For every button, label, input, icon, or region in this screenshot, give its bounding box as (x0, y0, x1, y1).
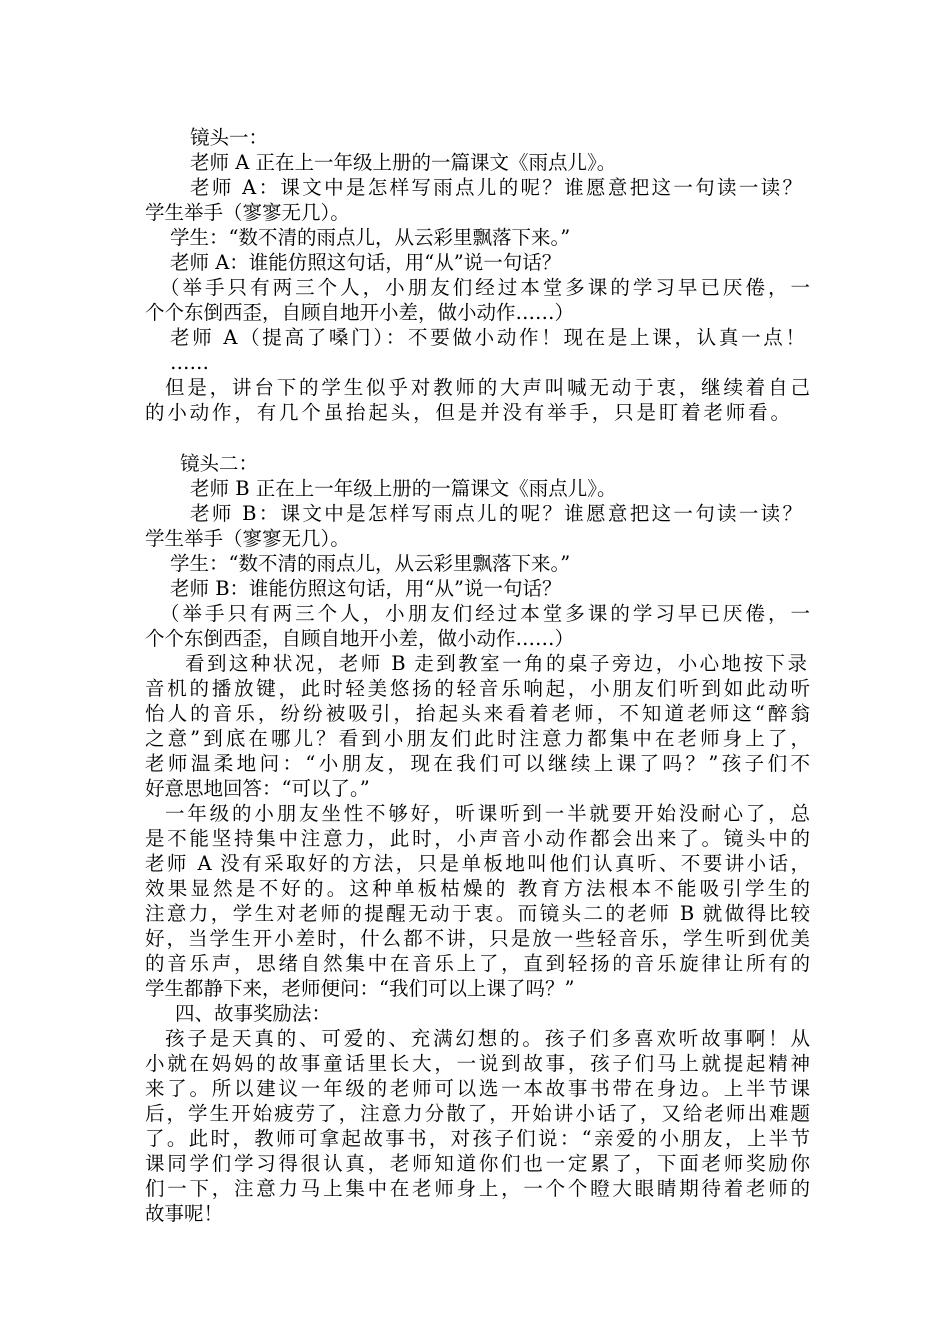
text-line: 故事呢！ (145, 1202, 224, 1225)
text-line: 老师 A 没有采取好的方法，只是单板地叫他们认真听、不要讲小话， (145, 852, 810, 875)
text-line: 看到这种状况，老师 B 走到教室一角的桌子旁边，小心地按下录 (185, 652, 807, 675)
text-line: 老师 A：课文中是怎样写雨点儿的呢？谁愿意把这一句读一读？ (190, 176, 802, 199)
text-line: 的音乐声，思绪自然集中在音乐上了，直到轻扬的音乐旋律让所有的 (145, 952, 810, 975)
text-line: 老师 B：课文中是怎样写雨点儿的呢？谁愿意把这一句读一读？ (190, 502, 802, 525)
text-line: 老师 B：谁能仿照这句话，用“从”说一句话？ (170, 577, 562, 600)
text-line: …… (170, 351, 209, 374)
text-line: 一年级的小朋友坐性不够好，听课听到一半就要开始没耐心了，总 (165, 802, 810, 825)
text-line: 效果显然是不好的。这种单板枯燥的 教育方法根本不能吸引学生的 (145, 877, 810, 900)
text-line: 音机的播放键，此时轻美悠扬的轻音乐响起，小朋友们听到如此动听 (145, 677, 810, 700)
section-heading: 四、故事奖励法： (175, 1002, 332, 1025)
text-line: 小就在妈妈的故事童话里长大，一说到故事，孩子们马上就提起精神 (145, 1052, 810, 1075)
text-line: 老师 A 正在上一年级上册的一篇课文《雨点儿》。 (190, 151, 617, 174)
text-line: 了。此时，教师可拿起故事书，对孩子们说：“亲爱的小朋友，上半节 (145, 1127, 810, 1150)
text-line: 好意思地回答：“可以了。” (145, 777, 370, 800)
text-line: 注意力，学生对老师的提醒无动于衷。而镜头二的老师 B 就做得比较 (145, 902, 810, 925)
text-line: 怡人的音乐，纷纷被吸引，抬起头来看着老师，不知道老师这“醉翁 (145, 702, 810, 725)
text-line: 后，学生开始疲劳了，注意力分散了，开始讲小话了，又给老师出难题 (145, 1102, 810, 1125)
text-line: 个个东倒西歪，自顾自地开小差，做小动作……） (145, 627, 575, 650)
text-line: 学生：“数不清的雨点儿，从云彩里飘落下来。” (170, 552, 571, 575)
text-line: （举手只有两三个人，小朋友们经过本堂多课的学习早已厌倦，一 (160, 276, 810, 299)
text-line: 是不能坚持集中注意力，此时，小声音小动作都会出来了。镜头中的 (145, 827, 810, 850)
text-line: 老师 A：谁能仿照这句话，用“从”说一句话？ (170, 251, 562, 274)
text-line: 学生：“数不清的雨点儿，从云彩里飘落下来。” (170, 226, 571, 249)
text-line: 学生都静下来，老师便问：“我们可以上课了吗？” (145, 977, 575, 1000)
text-line: 老师温柔地问：“小朋友，现在我们可以继续上课了吗？”孩子们不 (145, 752, 810, 775)
text-line: 之意”到底在哪儿？看到小朋友们此时注意力都集中在老师身上了， (145, 727, 810, 750)
text-line: 个个东倒西歪，自顾自地开小差，做小动作……） (145, 301, 575, 324)
text-line: 孩子是天真的、可爱的、充满幻想的。孩子们多喜欢听故事啊！从 (165, 1027, 810, 1050)
text-line: 老师 B 正在上一年级上册的一篇课文《雨点儿》。 (190, 477, 617, 500)
text-line: （举手只有两三个人，小朋友们经过本堂多课的学习早已厌倦，一 (160, 602, 810, 625)
text-line: 镜头一： (190, 126, 269, 149)
text-line: 学生举手（寥寥无几）。 (145, 201, 350, 224)
text-line: 课同学们学习得很认真，老师知道你们也一定累了，下面老师奖励你 (145, 1152, 810, 1175)
text-line: 的小动作，有几个虽抬起头，但是并没有举手，只是盯着老师看。 (145, 401, 790, 424)
text-line: 来了。所以建议一年级的老师可以选一本故事书带在身边。上半节课 (145, 1077, 810, 1100)
text-line: 但是，讲台下的学生似乎对教师的大声叫喊无动于衷，继续着自己 (165, 376, 810, 399)
text-line: 好，当学生开小差时，什么都不讲，只是放一些轻音乐，学生听到优美 (145, 927, 810, 950)
text-line: 们一下，注意力马上集中在老师身上，一个个瞪大眼睛期待着老师的 (145, 1177, 810, 1200)
text-line: 学生举手（寥寥无几）。 (145, 527, 350, 550)
text-line: 老师 A（提高了嗓门）：不要做小动作！现在是上课，认真一点！ (170, 326, 805, 349)
text-line: 镜头二： (180, 452, 259, 475)
